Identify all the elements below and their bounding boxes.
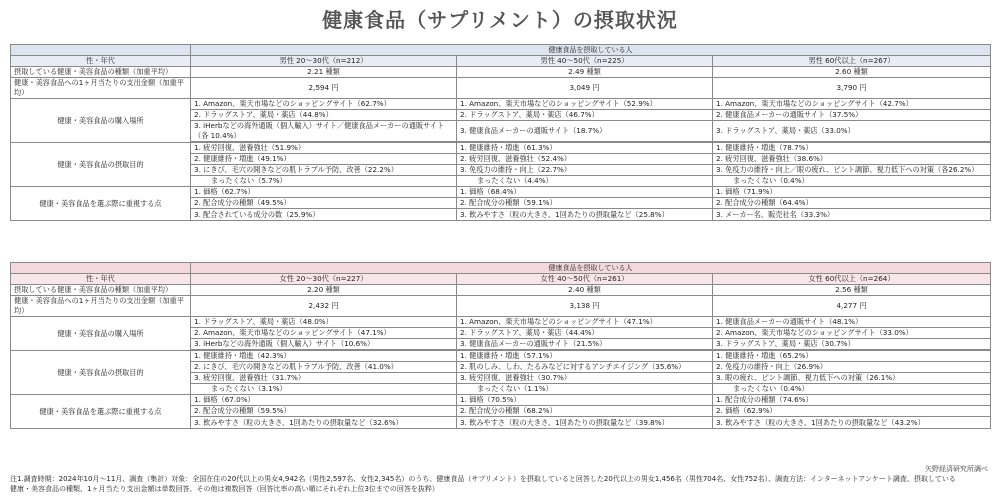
list-item: 3. ドラッグストア、薬局・薬店（33.0%）	[713, 121, 991, 142]
female-table	[10, 262, 991, 429]
purpose-label: 健康・美容食品の摂取目的	[11, 351, 191, 395]
list-item: 2. 免疫力の維持・向上（26.9%）	[713, 362, 991, 373]
spend-label: 健康・美容食品への1ヶ月当たりの支出金額（加重平均）	[11, 296, 191, 317]
list-item: 1. Amazon、楽天市場などのショッピングサイト（42.7%）	[713, 99, 991, 110]
list-item: 1. 配合成分の種類（74.6%）	[713, 395, 991, 406]
list-item: 2. Amazon、楽天市場などのショッピングサイト（47.1%）	[191, 328, 457, 339]
kinds-value: 2.20 種類	[191, 285, 457, 296]
kinds-value: 2.56 種類	[713, 285, 991, 296]
column-header: 女性 60代以上（n=264）	[713, 274, 991, 285]
none-item: まったくない（1.1%）	[457, 384, 713, 395]
list-item: 2. ドラッグストア、薬局・薬店（46.7%）	[457, 110, 713, 121]
list-item: 3. メーカー名、販売社名（33.3%）	[713, 209, 991, 221]
list-item: 2. 配合成分の種類（59.1%）	[457, 198, 713, 209]
column-header: 男性 20～30代（n=212）	[191, 56, 457, 67]
spend-value: 3,049 円	[457, 78, 713, 99]
list-item: 3. ドラッグストア、薬局・薬店（30.7%）	[713, 339, 991, 350]
source-credit: 矢野経済研究所調べ	[925, 465, 988, 473]
point-label: 健康・美容食品を選ぶ際に重視する点	[11, 187, 191, 221]
attr-label: 性・年代	[11, 56, 191, 67]
list-item: 2. 配合成分の種類（59.5%）	[191, 406, 457, 417]
list-item: 2. ドラッグストア、薬局・薬店（44.4%）	[457, 328, 713, 339]
list-item: 3. 飲みやすさ（粒の大きさ、1回あたりの摂取量など（39.8%）	[457, 417, 713, 429]
kinds-label: 摂取している健康・美容食品の種類（加重平均）	[11, 285, 191, 296]
list-item: 3. 免疫力の維持・向上／眼の疲れ、ピント調節、視力低下への対策（各26.2%）	[713, 165, 991, 176]
spend-value: 2,432 円	[191, 296, 457, 317]
list-item: 3. 飲みやすさ（粒の大きさ、1回あたりの摂取量など（43.2%）	[713, 417, 991, 429]
list-item: 2. 配合成分の種類（64.4%）	[713, 198, 991, 209]
none-item: まったくない（0.4%）	[713, 176, 991, 187]
kinds-value: 2.49 種類	[457, 67, 713, 78]
spend-value: 4,277 円	[713, 296, 991, 317]
list-item: 3. 配合されている成分の数（25.9%）	[191, 209, 457, 221]
spend-label: 健康・美容食品への1ヶ月当たりの支出金額（加重平均）	[11, 78, 191, 99]
page-title: 健康食品（サプリメント）の摂取状況	[322, 8, 678, 32]
list-item: 3. 疲労回復、滋養強壮（31.7%）	[191, 373, 457, 384]
list-item: 1. Amazon、楽天市場などのショッピングサイト（47.1%）	[457, 317, 713, 328]
list-item: 1. 価格（70.5%）	[457, 395, 713, 406]
column-header: 男性 40～50代（n=225）	[457, 56, 713, 67]
male-table	[10, 44, 991, 221]
list-item: 3. 飲みやすさ（粒の大きさ、1回あたりの摂取量など（32.6%）	[191, 417, 457, 429]
list-item: 3. にきび、毛穴の開きなどの肌トラブル予防、改善（22.2%）	[191, 165, 457, 176]
spend-value: 3,790 円	[713, 78, 991, 99]
column-header: 女性 20～30代（n=227）	[191, 274, 457, 285]
none-item: まったくない（0.4%）	[713, 384, 991, 395]
place-label: 健康・美容食品の購入場所	[11, 317, 191, 351]
list-item: 3. 飲みやすさ（粒の大きさ、1回あたりの摂取量など（25.8%）	[457, 209, 713, 221]
kinds-value: 2.21 種類	[191, 67, 457, 78]
list-item: 1. 健康維持・増進（78.7%）	[713, 143, 991, 154]
list-item: 2. 疲労回復、滋養強壮（38.6%）	[713, 154, 991, 165]
list-item: 1. 健康維持・増進（65.2%）	[713, 351, 991, 362]
list-item: 2. 健康維持・増進（49.1%）	[191, 154, 457, 165]
list-item: 3. iHerbなどの海外通販（個人輸入）サイト／健康食品メーカーの通販サイト（各 10.4%）	[191, 121, 457, 142]
list-item: 1. 価格（68.4%）	[457, 187, 713, 198]
footnotes	[10, 474, 990, 494]
list-item: 1. Amazon、楽天市場などのショッピングサイト（52.9%）	[457, 99, 713, 110]
list-item: 1. 価格（67.0%）	[191, 395, 457, 406]
list-item: 1. Amazon、楽天市場などのショッピングサイト（62.7%）	[191, 99, 457, 110]
column-header: 男性 60代以上（n=267）	[713, 56, 991, 67]
list-item: 3. 健康食品メーカーの通販サイト（18.7%）	[457, 121, 713, 142]
list-item: 2. 健康食品メーカーの通販サイト（37.5%）	[713, 110, 991, 121]
list-item: 2. Amazon、楽天市場などのショッピングサイト（33.0%）	[713, 328, 991, 339]
list-item: 1. 健康食品メーカーの通販サイト（48.1%）	[713, 317, 991, 328]
list-item: 2. にきび、毛穴の開きなどの肌トラブル予防、改善（41.0%）	[191, 362, 457, 373]
list-item: 3. 健康食品メーカーの通販サイト（21.5%）	[457, 339, 713, 350]
list-item: 2. 肌のしみ、しわ、たるみなどに対するアンチエイジング（35.6%）	[457, 362, 713, 373]
none-item: まったくない（3.1%）	[191, 384, 457, 395]
list-item: 3. iHerbなどの海外通販（個人輸入）サイト（10.6%）	[191, 339, 457, 350]
list-item: 1. 価格（62.7%）	[191, 187, 457, 198]
column-header: 女性 40～50代（n=261）	[457, 274, 713, 285]
list-item: 2. 価格（62.9%）	[713, 406, 991, 417]
list-item: 1. 疲労回復、滋養強壮（51.9%）	[191, 143, 457, 154]
list-item: 1. 健康維持・増進（61.3%）	[457, 143, 713, 154]
list-item: 2. 配合成分の種類（68.2%）	[457, 406, 713, 417]
place-label: 健康・美容食品の購入場所	[11, 99, 191, 143]
male-table-caption: 健康食品を摂取している人	[191, 45, 991, 56]
footnote-line: 注1.調査時期：2024年10月～11月、調査（集計）対象：全国在住の20代以上の男女4,942名（男性2,597名、女性2,345名）のうち、健康食品（サプリメント）を摂取していると回答した20代以上の男女1,456名（男性704名、女性752名）、調査方法：インターネットアンケート調査、摂取している	[10, 475, 956, 483]
kinds-value: 2.60 種類	[713, 67, 991, 78]
spend-value: 3,138 円	[457, 296, 713, 317]
list-item: 2. ドラッグストア、薬局・薬店（44.8%）	[191, 110, 457, 121]
none-item: まったくない（5.7%）	[191, 176, 457, 187]
spend-value: 2,594 円	[191, 78, 457, 99]
footnote-line: 健康・美容食品の種類、1ヶ月当たり支出金額は単数回答、その他は複数回答（回答比率の高い順にそれぞれ上位3位までの回答を抜粋）	[10, 485, 439, 493]
list-item: 1. ドラッグストア、薬局・薬店（48.0%）	[191, 317, 457, 328]
purpose-label: 健康・美容食品の摂取目的	[11, 143, 191, 187]
kinds-value: 2.40 種類	[457, 285, 713, 296]
list-item: 3. 免疫力の維持・向上（22.7%）	[457, 165, 713, 176]
point-label: 健康・美容食品を選ぶ際に重視する点	[11, 395, 191, 429]
attr-label: 性・年代	[11, 274, 191, 285]
list-item: 1. 価格（71.9%）	[713, 187, 991, 198]
female-table-caption: 健康食品を摂取している人	[191, 263, 991, 274]
list-item: 3. 眼の疲れ、ピント調節、視力低下への対策（26.1%）	[713, 373, 991, 384]
list-item: 2. 疲労回復、滋養強壮（52.4%）	[457, 154, 713, 165]
list-item: 3. 疲労回復、滋養強壮（30.7%）	[457, 373, 713, 384]
list-item: 1. 健康維持・増進（57.1%）	[457, 351, 713, 362]
none-item: まったくない（4.4%）	[457, 176, 713, 187]
list-item: 1. 健康維持・増進（42.3%）	[191, 351, 457, 362]
list-item: 2. 配合成分の種類（49.5%）	[191, 198, 457, 209]
kinds-label: 摂取している健康・美容食品の種類（加重平均）	[11, 67, 191, 78]
